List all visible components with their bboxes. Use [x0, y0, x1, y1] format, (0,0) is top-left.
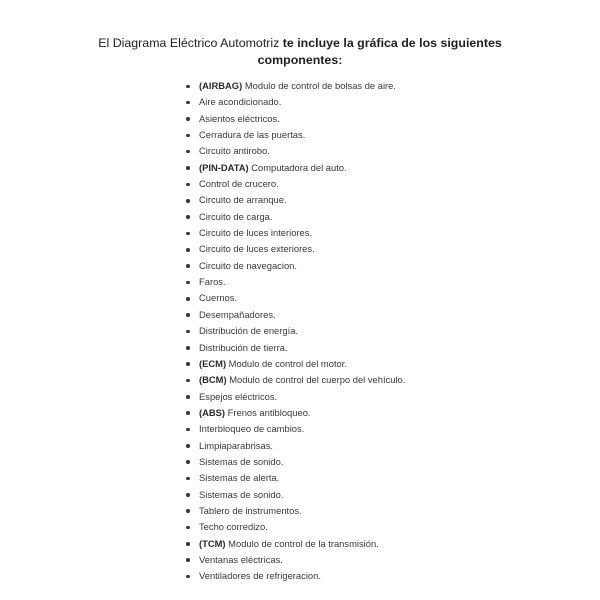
- component-list: [186, 78, 405, 585]
- list-item: [186, 225, 405, 241]
- component-text: Ventanas eléctricas.: [199, 553, 283, 565]
- component-code: (AIRBAG): [199, 80, 243, 91]
- component-text: Modulo de control del cuerpo del vehículo.: [226, 374, 406, 386]
- component-code: (BCM): [199, 374, 227, 386]
- bullet-icon: [186, 428, 190, 432]
- list-item: [186, 127, 405, 143]
- list-item: [186, 290, 405, 306]
- list-item: [186, 454, 405, 470]
- component-text: Circuito de luces exteriores.: [199, 243, 315, 255]
- bullet-icon: [186, 166, 190, 170]
- component-text: Ventiladores de refrigeracion.: [199, 570, 321, 582]
- bullet-icon: [186, 297, 190, 301]
- list-item: [186, 519, 405, 535]
- component-code: (PIN-DATA): [199, 161, 249, 173]
- component-text: Circuito antirobo.: [199, 145, 270, 157]
- list-item: [186, 405, 405, 421]
- component-code: (TCM): [199, 537, 226, 549]
- bullet-icon: [186, 85, 190, 89]
- component-text: Tablero de instrumentos.: [199, 504, 302, 516]
- list-item: [186, 192, 405, 208]
- bullet-icon: [186, 542, 190, 546]
- list-item: [186, 470, 405, 486]
- list-item: [186, 438, 405, 454]
- component-code: (ECM): [199, 357, 227, 369]
- list-item: [186, 340, 405, 356]
- component-text: Modulo de control de bolsas de aire.: [242, 80, 396, 91]
- component-text: Sistemas de alerta.: [199, 472, 280, 484]
- bullet-icon: [186, 379, 190, 383]
- list-item: [186, 389, 405, 405]
- list-item: [186, 241, 405, 257]
- bullet-icon: [186, 134, 190, 138]
- component-text: Interbloqueo de cambios.: [199, 423, 305, 435]
- component-text: Modulo de control de la transmisión.: [225, 537, 379, 549]
- heading-bold-text: te incluye la gráfica de los siguientes: [282, 36, 502, 50]
- bullet-icon: [186, 150, 190, 154]
- component-text: Circuito de carga.: [199, 210, 273, 222]
- component-text: Distribución de energía.: [199, 325, 299, 337]
- bullet-icon: [186, 509, 190, 513]
- component-text: Circuito de arranque.: [199, 194, 287, 206]
- heading-intro-text: El Diagrama Eléctrico Automotriz: [98, 36, 283, 50]
- bullet-icon: [186, 526, 190, 530]
- list-item: [186, 209, 405, 225]
- list-item: [186, 552, 405, 568]
- heading-line-1: [0, 35, 600, 52]
- list-item: [186, 536, 405, 552]
- list-item: [186, 111, 405, 127]
- component-text: Limpiaparabrisas.: [199, 439, 273, 451]
- list-item: [186, 503, 405, 519]
- component-text: Espejos eléctricos.: [199, 390, 278, 402]
- component-text: Desempañadores.: [199, 308, 276, 320]
- list-item: [186, 421, 405, 437]
- bullet-icon: [186, 232, 190, 236]
- bullet-icon: [186, 477, 190, 481]
- list-item: [186, 274, 405, 290]
- bullet-icon: [186, 101, 190, 105]
- bullet-icon: [186, 575, 190, 579]
- bullet-icon: [186, 346, 190, 350]
- bullet-icon: [186, 199, 190, 203]
- bullet-icon: [186, 493, 190, 497]
- component-text: Faros.: [199, 276, 226, 288]
- component-text: Control de crucero.: [199, 178, 279, 190]
- bullet-icon: [186, 313, 190, 317]
- list-item: [186, 568, 405, 584]
- component-text: Cuernos.: [199, 292, 238, 304]
- component-text: Distribución de tierra.: [199, 341, 288, 353]
- list-item: [186, 372, 405, 388]
- list-item: [186, 94, 405, 110]
- bullet-icon: [186, 558, 190, 562]
- list-item: [186, 258, 405, 274]
- component-code: (ABS): [199, 406, 226, 418]
- list-item: [186, 307, 405, 323]
- list-item: [186, 78, 405, 94]
- bullet-icon: [186, 444, 190, 448]
- component-text: Aire acondicionado.: [199, 96, 282, 108]
- bullet-icon: [186, 395, 190, 399]
- bullet-icon: [186, 281, 190, 285]
- page-heading: [0, 35, 600, 69]
- bullet-icon: [186, 117, 190, 121]
- bullet-icon: [186, 215, 190, 219]
- list-item: [186, 356, 405, 372]
- heading-line-2: componentes:: [257, 53, 343, 67]
- component-text: Asientos eléctricos.: [199, 112, 280, 124]
- bullet-icon: [186, 248, 190, 252]
- component-text: Circuito de luces interiores.: [199, 227, 313, 239]
- bullet-icon: [186, 183, 190, 187]
- list-item: [186, 176, 405, 192]
- component-text: Computadora del auto.: [248, 161, 347, 173]
- component-text: Sistemas de sonido.: [199, 488, 284, 500]
- component-text: Cerradura de las puertas.: [199, 129, 306, 141]
- list-item: [186, 143, 405, 159]
- bullet-icon: [186, 264, 190, 268]
- bullet-icon: [186, 411, 190, 415]
- list-item: [186, 323, 405, 339]
- bullet-icon: [186, 362, 190, 366]
- component-text: Sistemas de sonido.: [199, 455, 284, 467]
- list-item: [186, 160, 405, 176]
- list-item: [186, 487, 405, 503]
- bullet-icon: [186, 330, 190, 334]
- component-text: Frenos antibloqueo.: [225, 406, 311, 418]
- component-text: Modulo de control del motor.: [226, 357, 347, 369]
- component-text: Circuito de navegacion.: [199, 259, 297, 271]
- component-text: Techo corredizo.: [199, 521, 268, 533]
- bullet-icon: [186, 460, 190, 464]
